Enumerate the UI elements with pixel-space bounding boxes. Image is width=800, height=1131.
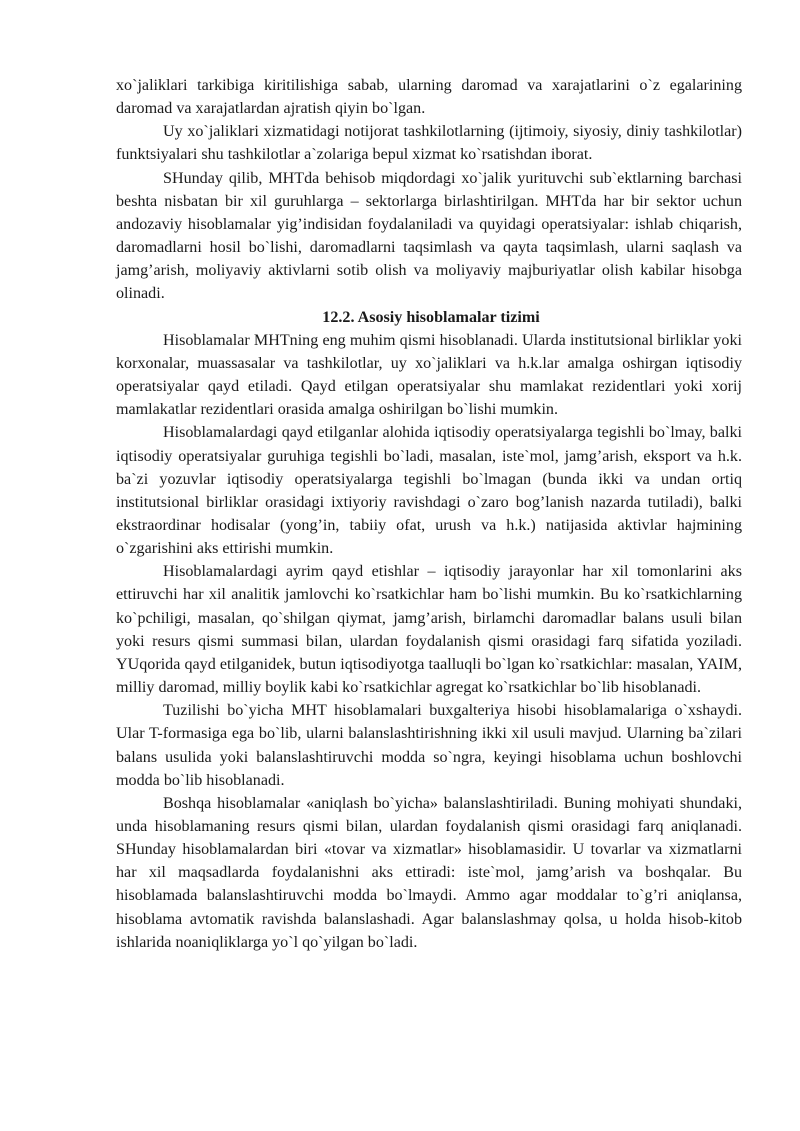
paragraph: Hisoblamalardagi ayrim qayd etishlar – iqtisodiy jarayonlar har xil tomonlarini aks ettiruvchi har xil analitik jamlovchi ko`rsatkichlar ham bo`lishi mumkin. Bu ko`rsatkichlarning ko`pchiligi, masalan, qo`shilgan qiymat, jamg’arish, birlamchi daromadlar balans usuli bilan yoki resurs qismi summasi bilan, ulardan foydalanish qismi orasidagi farq sifatida yoziladi. YUqorida qayd etilganidek, butun iqtisodiyotga taalluqli bo`lgan ko`rsatkichlar: masalan, YAIM, milliy daromad, milliy boylik kabi ko`rsatkichlar agregat ko`rsatkichlar bo`lib hisoblanadi. [116,563,742,697]
paragraph: xo`jaliklari tarkibiga kiritilishiga sabab, ularning daromad va xarajatlarini o`z egalarining daromad va xarajatlardan ajratish qiyin bo`lgan. [116,77,742,118]
document-page [116,74,742,954]
paragraph: Boshqa hisoblamalar «aniqlash bo`yicha» balanslashtiriladi. Buning mohiyati shundaki, unda hisoblamaning resurs qismi bilan, ulardan foydalanish qismi orasidagi farq aniqlanadi. SHunday hisoblamalardan biri «tovar va xizmatlar» hisoblamasidir. U tovarlar va xizmatlarni har xil maqsadlarda foydalanishni aks ettiradi: iste`mol, jamg’arish va boshqalar. Bu hisoblamada balanslashtiruvchi modda bo`lmaydi. Ammo agar moddalar to`g’ri aniqlansa, hisoblama avtomatik ravishda balanslashadi. Agar balanslashmay qolsa, u holda hisob-kitob ishlarida noaniqliklarga yo`l qo`yilgan bo`ladi. [116,794,742,951]
paragraph: SHunday qilib, MHTda behisob miqdordagi xo`jalik yurituvchi sub`ektlarning barchasi beshta nisbatan bir xil guruhlarga – sektorlarga birlashtirilgan. MHTda har bir sektor uchun andozaviy hisoblamalar yig’indisidan foydalaniladi va quyidagi operatsiyalar: ishlab chiqarish, daromadlarni hosil bo`lishi, daromadlarni taqsimlash va qayta taqsimlash, ularni saqlash va jamg’arish, moliyaviy aktivlarni sotib olish va moliyaviy majburiyatlar olish kabilar hisobga olinadi. [116,169,742,303]
paragraph: Uy xo`jaliklari xizmatidagi notijorat tashkilotlarning (ijtimoiy, siyosiy, diniy tashkilotlar) funktsiyalari shu tashkilotlar a`zolariga bepul xizmat ko`rsatishdan iborat. [116,123,742,164]
paragraph: Hisoblamalardagi qayd etilganlar alohida iqtisodiy operatsiyalarga tegishli bo`lmay, balki iqtisodiy operatsiyalar guruhiga tegishli bo`ladi, masalan, iste`mol, jamg’arish, eksport va h.k. ba`zi yozuvlar iqtisodiy operatsiyalarga tegishli bo`lmagan (bunda ikki va undan ortiq institutsional birliklar orasidagi ixtiyoriy ravishdagi o`zaro bog’lanish nazarda tutiladi), balki ekstraordinar hodisalar (yong’in, tabiiy ofat, urush va h.k.) natijasida aktivlar hajmining o`zgarishini aks ettirishi mumkin. [116,424,742,558]
paragraph: Hisoblamalar MHTning eng muhim qismi hisoblanadi. Ularda institutsional birliklar yoki korxonalar, muassasalar va tashkilotlar, uy xo`jaliklari va h.k.lar amalga oshirgan iqtisodiy operatsiyalar qayd etiladi. Qayd etilgan operatsiyalar shu mamlakat rezidentlari yoki xorij mamlakatlar rezidentlari orasida amalga oshirilgan bo`lishi mumkin. [116,331,742,419]
section-heading: 12.2. Asosiy hisoblamalar tizimi [322,308,540,326]
paragraph: Tuzilishi bo`yicha MHT hisoblamalari buxgalteriya hisobi hisoblamalariga o`xshaydi. Ular T-formasiga ega bo`lib, ularni balanslashtirishning ikki xil usuli mavjud. Ularning ba`zilari balans usulida yoki balanslashtiruvchi modda so`ngra, keyingi hisoblama uchun boshlovchi modda bo`lib hisoblanadi. [116,702,742,789]
